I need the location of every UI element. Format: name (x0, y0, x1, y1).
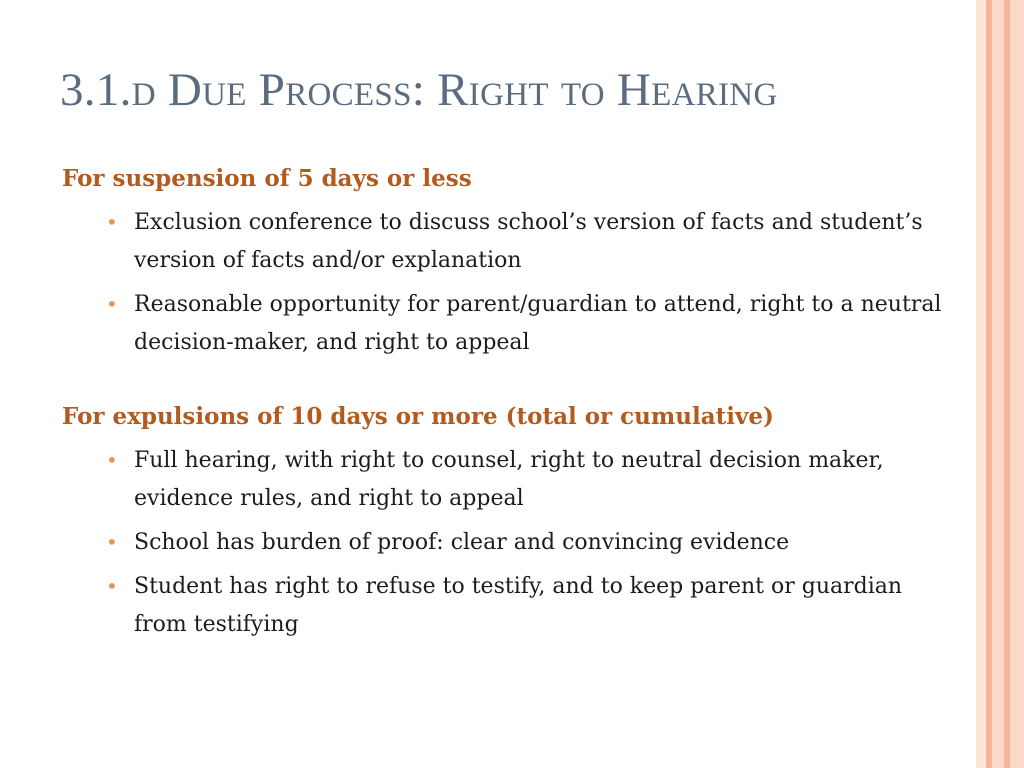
bullet-text: Reasonable opportunity for parent/guardian to attend, right to a neutral decision-maker, and right to appeal (134, 292, 942, 355)
list-item (62, 204, 942, 280)
stripe (1010, 0, 1024, 768)
bullet-icon: • (106, 292, 118, 316)
bullet-text: School has burden of proof: clear and convincing evidence (134, 530, 790, 555)
list-item (62, 568, 942, 644)
stripe (992, 0, 1004, 768)
decorative-stripes (976, 0, 1024, 768)
bullet-list (62, 442, 942, 644)
list-item (62, 524, 942, 562)
stripe (976, 0, 986, 768)
bullet-list (62, 204, 942, 362)
slide-title: 3.1.d Due Process: Right to Hearing (60, 64, 778, 116)
slide-content (62, 160, 942, 644)
bullet-text: Exclusion conference to discuss school’s version of facts and student’s version of facts and/or explanation (134, 210, 923, 273)
section-heading: For suspension of 5 days or less (62, 165, 472, 192)
list-item (62, 442, 942, 518)
section-spacer (62, 362, 942, 398)
bullet-text: Full hearing, with right to counsel, right to neutral decision maker, evidence rules, and right to appeal (134, 448, 884, 511)
section-expulsion (62, 398, 942, 644)
bullet-text: Student has right to refuse to testify, and to keep parent or guardian from testifying (134, 574, 903, 637)
bullet-icon: • (106, 530, 118, 554)
section-heading: For expulsions of 10 days or more (total or cumulative) (62, 403, 774, 430)
section-suspension (62, 160, 942, 362)
bullet-icon: • (106, 574, 118, 598)
list-item (62, 286, 942, 362)
bullet-icon: • (106, 448, 118, 472)
bullet-icon: • (106, 210, 118, 234)
